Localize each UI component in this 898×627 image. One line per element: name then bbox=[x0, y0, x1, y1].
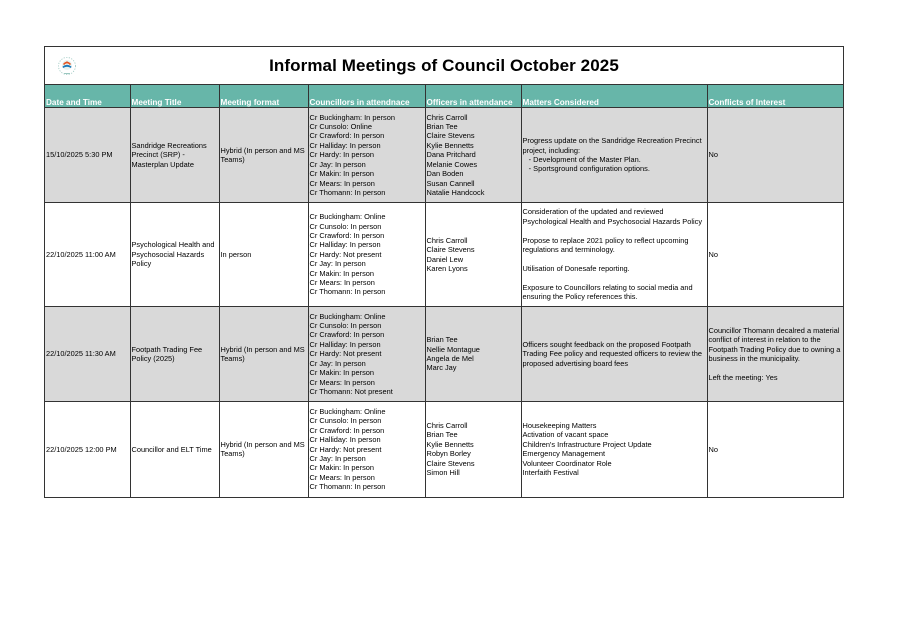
cell-officers-item: Daniel Lew bbox=[426, 254, 464, 264]
cell-officers-item: Brian Tee bbox=[426, 430, 458, 440]
cell-councillors-item: Cr Mears: In person bbox=[309, 178, 375, 188]
cell-councillors-item: Cr Crawford: In person bbox=[309, 230, 385, 240]
column-header-date: Date and Time bbox=[45, 85, 130, 108]
cell-officers-item: Chris Carroll bbox=[426, 421, 468, 431]
cell-officers-item: Claire Stevens bbox=[426, 245, 475, 255]
cell-officers-item: Dana Pritchard bbox=[426, 150, 476, 160]
cell-meeting-title: Councillor and ELT Time bbox=[130, 402, 219, 497]
cell-councillors-item: Cr Mears: In person bbox=[309, 472, 375, 482]
cell-officers-item: Marc Jay bbox=[426, 363, 457, 373]
cell-councillors-item: Cr Cunsolo: In person bbox=[309, 321, 382, 331]
table-row bbox=[45, 402, 843, 497]
cell-officers-item: Karen Lyons bbox=[426, 263, 468, 273]
cell-councillors-item: Cr Jay: In person bbox=[309, 259, 366, 269]
cell-councillors-item: Cr Halliday: In person bbox=[309, 435, 381, 445]
cell-format: In person bbox=[219, 203, 308, 307]
cell-officers-item: Kylie Bennetts bbox=[426, 439, 474, 449]
cell-councillors-item: Cr Cunsolo: In person bbox=[309, 221, 382, 231]
cell-date: 22/10/2025 11:00 AM bbox=[45, 203, 130, 307]
cell-councillors-item: Cr Buckingham: Online bbox=[309, 406, 386, 416]
cell-councillors-item: Cr Mears: In person bbox=[309, 278, 375, 288]
cell-councillors-item: Cr Crawford: In person bbox=[309, 330, 385, 340]
cell-councillors-item: Cr Halliday: In person bbox=[309, 240, 381, 250]
cell-format: Hybrid (In person and MS Teams) bbox=[219, 402, 308, 497]
cell-conflicts: No bbox=[707, 203, 843, 307]
cell-officers-item: Robyn Borley bbox=[426, 449, 471, 459]
column-header-matters: Matters Considered bbox=[521, 85, 707, 108]
cell-meeting-title: Footpath Trading Fee Policy (2025) bbox=[130, 307, 219, 402]
cell-officers-item: Brian Tee bbox=[426, 335, 458, 345]
cell-officers-item: Chris Carroll bbox=[426, 112, 468, 122]
cell-conflicts: No bbox=[708, 444, 718, 454]
title-row bbox=[45, 47, 843, 85]
cell-councillors-item: Cr Makin: In person bbox=[309, 169, 374, 179]
cell-matters: Officers sought feedback on the proposed Footpath Trading Fee policy and requested officers to review the proposed advertising board fees bbox=[521, 307, 707, 402]
cell-meeting-title: Psychological Health and Psychosocial Hazards Policy bbox=[130, 203, 219, 307]
cell-councillors-item: Cr Jay: In person bbox=[309, 358, 366, 368]
column-header-format: Meeting format bbox=[219, 85, 308, 108]
cell-officers-item: Claire Stevens bbox=[426, 458, 475, 468]
meetings-table bbox=[45, 85, 843, 497]
cell-councillors-item: Cr Hardy: Not present bbox=[309, 349, 382, 359]
council-logo-icon bbox=[55, 54, 79, 78]
cell-councillors-item: Cr Hardy: In person bbox=[309, 150, 374, 160]
cell-councillors-item: Cr Halliday: In person bbox=[309, 140, 381, 150]
cell-officers bbox=[425, 108, 521, 203]
cell-meeting-title: Sandridge Recreations Precinct (SRP) - Masterplan Update bbox=[130, 108, 219, 203]
cell-officers-item: Susan Cannell bbox=[426, 178, 475, 188]
cell-officers bbox=[425, 402, 521, 497]
cell-officers bbox=[425, 203, 521, 307]
cell-councillors-item: Cr Thomann: In person bbox=[309, 187, 386, 197]
column-header-conflicts: Conflicts of Interest bbox=[707, 85, 843, 108]
cell-officers-item: Dan Boden bbox=[426, 169, 464, 179]
cell-date: 22/10/2025 11:30 AM bbox=[45, 307, 130, 402]
cell-officers-item: Brian Tee bbox=[426, 122, 458, 132]
cell-councillors bbox=[308, 203, 425, 307]
cell-councillors-item: Cr Makin: In person bbox=[309, 463, 374, 473]
table-row bbox=[45, 203, 843, 307]
cell-councillors-item: Cr Halliday: In person bbox=[309, 339, 381, 349]
cell-format: Hybrid (In person and MS Teams) bbox=[219, 108, 308, 203]
cell-councillors-item: Cr Makin: In person bbox=[309, 268, 374, 278]
cell-councillors-item: Cr Hardy: Not present bbox=[309, 444, 382, 454]
cell-councillors-item: Cr Jay: In person bbox=[309, 159, 366, 169]
cell-councillors-item: Cr Buckingham: Online bbox=[309, 311, 386, 321]
table-header-row bbox=[45, 85, 843, 108]
cell-matters: Progress update on the Sandridge Recreation Precinct project, including: - Development of the Master Plan. - Sportsground configuration options. bbox=[521, 108, 707, 203]
page-title: Informal Meetings of Council October 2025 bbox=[269, 55, 619, 75]
column-header-officers: Officers in attendance bbox=[425, 85, 521, 108]
cell-officers-item: Claire Stevens bbox=[426, 131, 475, 141]
cell-councillors-item: Cr Cunsolo: Online bbox=[309, 122, 372, 132]
cell-officers bbox=[425, 307, 521, 402]
cell-officers-item: Nellie Montague bbox=[426, 344, 480, 354]
cell-officers-item: Simon Hill bbox=[426, 468, 460, 478]
cell-councillors-item: Cr Cunsolo: In person bbox=[309, 416, 382, 426]
cell-officers-item: Melanie Cowes bbox=[426, 159, 478, 169]
table-row bbox=[45, 108, 843, 203]
cell-councillors-item: Cr Buckingham: In person bbox=[309, 112, 395, 122]
column-header-meeting-title: Meeting Title bbox=[130, 85, 219, 108]
cell-councillors bbox=[308, 402, 425, 497]
cell-councillors-item: Cr Thomann: Not present bbox=[309, 386, 393, 396]
cell-format: Hybrid (In person and MS Teams) bbox=[219, 307, 308, 402]
cell-councillors-item: Cr Thomann: In person bbox=[309, 482, 386, 492]
cell-officers-item: Chris Carroll bbox=[426, 235, 468, 245]
cell-officers-item: Natalie Handcock bbox=[426, 187, 485, 197]
cell-date: 15/10/2025 5:30 PM bbox=[45, 108, 130, 203]
cell-officers-item: Angela de Mel bbox=[426, 354, 474, 363]
cell-matters: Consideration of the updated and reviewed Psychological Health and Psychosocial Hazards Policy Propose to replace 2021 policy to reflect upcoming regulations and terminology. Utilisation of Donesafe reporting. Exposure to Councillors relating to social media and ensuring the Policy references this. bbox=[521, 203, 707, 307]
cell-councillors-item: Cr Thomann: In person bbox=[309, 287, 386, 297]
cell-councillors bbox=[308, 307, 425, 402]
cell-councillors-item: Cr Hardy: Not present bbox=[309, 249, 382, 259]
cell-date: 22/10/2025 12:00 PM bbox=[45, 402, 130, 497]
cell-councillors-item: Cr Crawford: In person bbox=[309, 425, 385, 435]
cell-councillors bbox=[308, 108, 425, 203]
cell-councillors-item: Cr Makin: In person bbox=[309, 368, 374, 378]
cell-councillors-item: Cr Buckingham: Online bbox=[309, 212, 386, 222]
column-header-councillors: Councillors in attendnace bbox=[308, 85, 425, 108]
cell-officers-item: Kylie Bennetts bbox=[426, 140, 474, 150]
table-row bbox=[45, 307, 843, 402]
cell-conflicts: Councillor Thomann decalred a material conflict of interest in relation to the Footpath Trading Policy due to owning a business in the municipality. Left the meeting: Yes bbox=[707, 307, 843, 402]
cell-matters: Housekeeping Matters Activation of vacant space Children's Infrastructure Project Update Emergency Management Volunteer Coordinator Role Interfaith Festival bbox=[521, 402, 707, 497]
meetings-sheet bbox=[44, 46, 844, 498]
cell-councillors-item: Cr Crawford: In person bbox=[309, 131, 385, 141]
cell-councillors-item: Cr Mears: In person bbox=[309, 377, 375, 387]
cell-councillors-item: Cr Jay: In person bbox=[309, 453, 366, 463]
cell-conflicts: No bbox=[707, 108, 843, 203]
